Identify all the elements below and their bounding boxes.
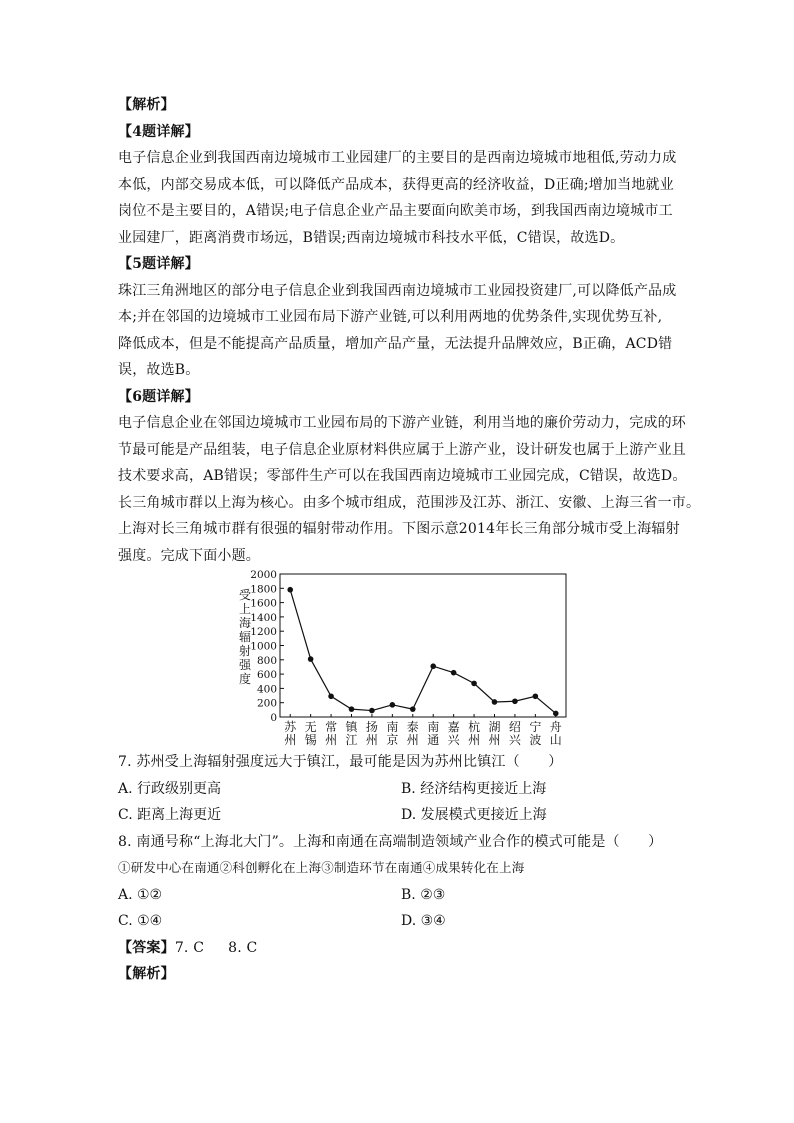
- q4-line: 岗位不是主要目的，A错误;电子信息企业产品主要面向欧美市场，到我国西南边境城市工: [118, 203, 673, 219]
- answer-line: [118, 935, 684, 962]
- x-tick-label: 扬州: [365, 720, 378, 747]
- q6-line: 节最可能是产品组装，电子信息企业原材料供应属于上游产业，设计研发也属于上游产业且: [118, 441, 686, 458]
- jiexi-heading: 【解析】: [118, 97, 175, 113]
- x-tick-label: 南通: [427, 720, 440, 747]
- x-tick-label: 南京: [386, 720, 399, 747]
- data-point: [349, 706, 355, 712]
- data-point: [533, 693, 539, 699]
- q5-line: 降低成本，但是不能提高产品质量，增加产品产量，无法提升品牌效应，B正确，ACD错: [118, 335, 673, 352]
- data-point: [471, 681, 477, 687]
- data-point: [430, 663, 436, 669]
- y-tick-label: 2000: [250, 569, 277, 581]
- q8-items: ①研发中心在南通②科创孵化在上海③制造环节在南通④成果转化在上海: [118, 860, 525, 875]
- x-tick-label: 苏州: [284, 720, 297, 747]
- x-tick-label: 无锡: [304, 720, 317, 747]
- q4-line: 电子信息企业到我国西南边境城市工业园建厂的主要目的是西南边境城市地租低,劳动力成: [118, 150, 677, 166]
- jiexi-heading-2: 【解析】: [118, 966, 175, 982]
- answer-8: 8. C: [228, 939, 258, 956]
- intro-line: 强度。完成下面小题。: [118, 547, 260, 564]
- q5-line: 珠江三角洲地区的部分电子信息企业到我国西南边境城市工业园投资建厂,可以降低产品成: [118, 282, 677, 299]
- q8-options-row: [118, 882, 684, 909]
- data-point: [369, 708, 375, 714]
- q7-option-b[interactable]: B. 经济结构更接近上海: [401, 780, 547, 797]
- data-point: [451, 670, 457, 676]
- q8-options-row: [118, 908, 684, 935]
- answer-label: 【答案】: [118, 939, 175, 956]
- q8-option-a[interactable]: A. ①②: [118, 886, 163, 903]
- q7-options-row: [118, 776, 684, 803]
- q8-option-b[interactable]: B. ②③: [401, 886, 446, 903]
- q5-line: 误，故选B。: [118, 362, 200, 378]
- plot-frame: [280, 574, 566, 717]
- q6-line: 电子信息企业在邻国边境城市工业园布局的下游产业链，利用当地的廉价劳动力，完成的环: [118, 415, 686, 431]
- data-point: [410, 706, 416, 712]
- q7-stem: 7. 苏州受上海辐射强度远大于镇江，最可能是因为苏州比镇江（ ）: [118, 754, 563, 770]
- q7-options-row: [118, 802, 684, 829]
- q8-option-d[interactable]: D. ③④: [401, 913, 446, 929]
- y-tick-label: 0: [270, 712, 277, 724]
- q7-option-a[interactable]: A. 行政级别更高: [118, 780, 222, 797]
- y-tick-label: 1000: [250, 640, 277, 653]
- data-point: [287, 587, 293, 593]
- intro-line: 上海对长三角城市群有很强的辐射带动作用。下图示意2014年长三角部分城市受上海辐射: [118, 521, 680, 537]
- data-point: [308, 656, 314, 662]
- answer-7: 7. C: [174, 939, 205, 956]
- q6-heading: 【6题详解】: [118, 388, 199, 405]
- y-tick-label: 600: [256, 669, 277, 682]
- y-tick-label: 200: [256, 697, 277, 710]
- q7-option-d[interactable]: D. 发展模式更接近上海: [401, 807, 547, 823]
- radiation-chart: [118, 569, 684, 749]
- y-tick-label: 800: [256, 654, 277, 667]
- q8-option-c[interactable]: C. ①④: [118, 913, 163, 929]
- x-tick-label: 常州: [325, 720, 338, 747]
- data-point: [328, 693, 334, 699]
- data-point: [390, 702, 396, 708]
- x-tick-label: 镇江: [345, 720, 358, 747]
- q4-heading: 【4题详解】: [118, 123, 199, 140]
- data-point: [512, 698, 518, 704]
- q6-line: 技术要求高，AB错误；零部件生产可以在我国西南边境城市工业园完成，C错误，故选D。: [118, 468, 687, 484]
- x-tick-label: 泰州: [406, 720, 419, 747]
- q7-option-c[interactable]: C. 距离上海更近: [118, 807, 222, 823]
- q4-line: 本低，内部交易成本低，可以降低产品成本，获得更高的经济收益，D正确;增加当地就业: [118, 176, 674, 193]
- y-tick-label: 400: [256, 683, 277, 696]
- x-tick-label: 舟山: [549, 720, 562, 747]
- data-point: [553, 711, 559, 717]
- y-tick-label: 1200: [250, 626, 277, 639]
- x-tick-label: 湖州: [488, 720, 501, 747]
- x-tick-label: 嘉兴: [447, 720, 460, 747]
- y-tick-label: 1800: [250, 583, 277, 596]
- q8-stem: 8. 南通号称“上海北大门”。上海和南通在高端制造领域产业合作的模式可能是（ ）: [118, 833, 663, 850]
- q5-line: 本;并在邻国的边境城市工业园布局下游产业链,可以利用两地的优势条件,实现优势互补,: [118, 309, 663, 325]
- line-chart: [118, 569, 684, 749]
- y-tick-label: 1600: [250, 597, 277, 610]
- intro-line: 长三角城市群以上海为核心。由多个城市组成，范围涉及江苏、浙江、安徽、上海三省一市。: [118, 494, 701, 511]
- q4-line: 业园建厂，距离消费市场远，B错误;西南边境城市科技水平低，C错误，故选D。: [118, 229, 625, 246]
- y-tick-label: 1400: [250, 611, 277, 624]
- y-axis-label: 受上海辐射强度: [239, 588, 252, 686]
- x-tick-label: 绍兴: [508, 720, 521, 747]
- data-point: [492, 699, 498, 705]
- x-tick-label: 杭州: [468, 720, 481, 747]
- q5-heading: 【5题详解】: [118, 256, 199, 272]
- document-page: [118, 92, 701, 988]
- x-tick-label: 宁波: [529, 720, 542, 747]
